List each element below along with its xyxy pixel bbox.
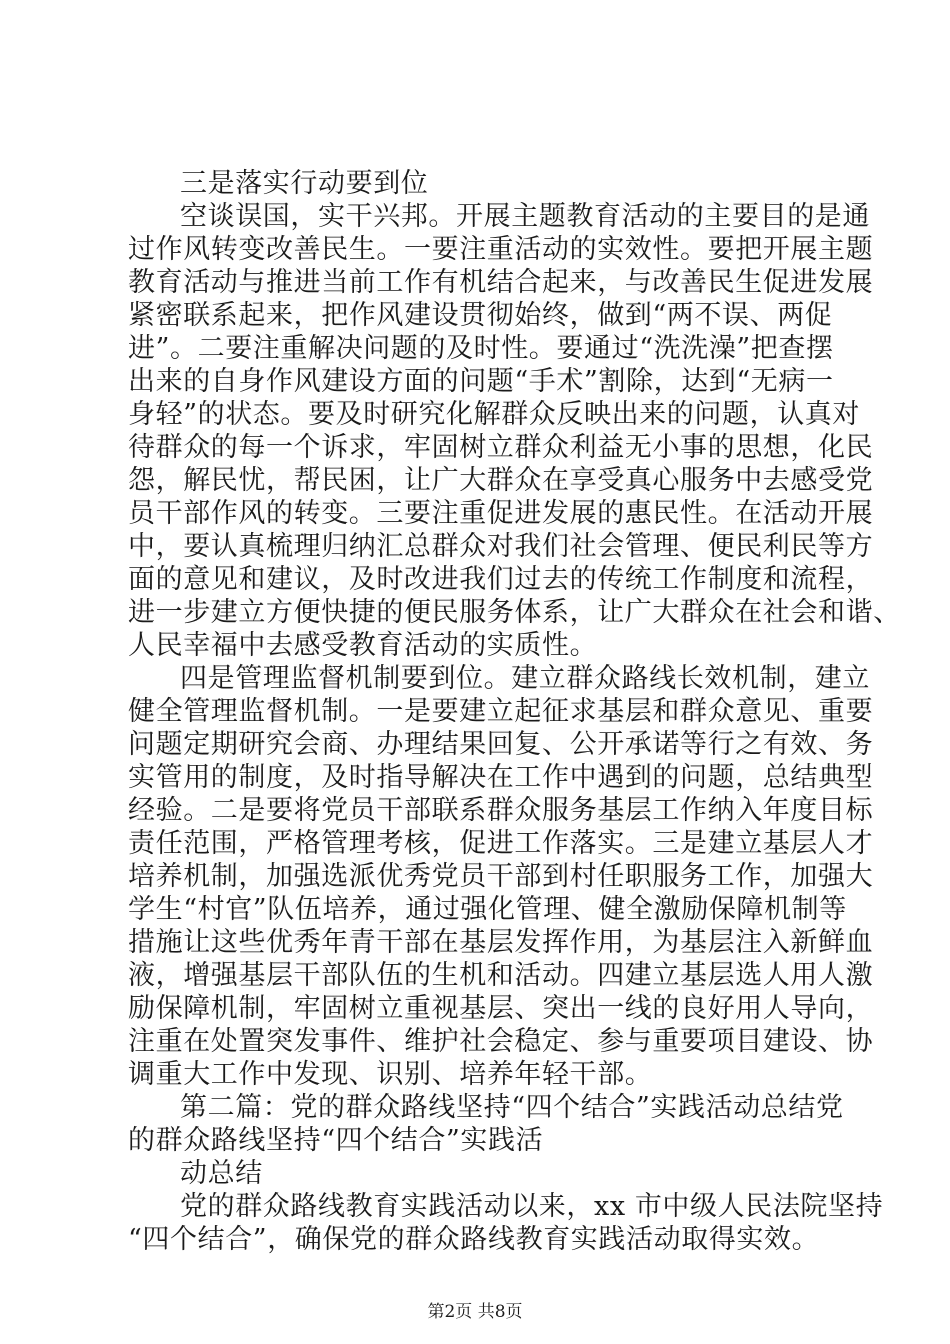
paragraph-line: 措施让这些优秀年青干部在基层发挥作用，为基层注入新鲜血	[128, 927, 874, 958]
paragraph-line: 中，要认真梳理归纳汇总群众对我们社会管理、便民利民等方	[128, 531, 874, 562]
page-footer: 第2页 共8页	[427, 1302, 523, 1322]
paragraph-line: 责任范围，严格管理考核，促进工作落实。三是建立基层人才	[128, 828, 874, 859]
paragraph-line: 液，增强基层干部队伍的生机和活动。四建立基层选人用人激	[128, 960, 874, 991]
paragraph-line: 励保障机制，牢固树立重视基层、突出一线的良好用人导向，	[128, 993, 874, 1024]
chapter-heading: 动总结	[180, 1158, 263, 1189]
paragraph-line: 调重大工作中发现、识别、培养年轻干部。	[128, 1059, 653, 1090]
paragraph-line: 进”。二要注重解决问题的及时性。要通过“洗洗澡”把查摆	[128, 333, 834, 364]
section-heading: 三是落实行动要到位	[180, 168, 429, 199]
paragraph-line: 员干部作风的转变。三要注重促进发展的惠民性。在活动开展	[128, 498, 874, 529]
chapter-heading: 第二篇：党的群众路线坚持“四个结合”实践活动总结党	[180, 1092, 844, 1123]
paragraph-line: 培养机制，加强选派优秀党员干部到村任职服务工作，加强大	[128, 861, 874, 892]
paragraph-line: 进一步建立方便快捷的便民服务体系，让广大群众在社会和谐、	[128, 597, 901, 628]
paragraph-line: 待群众的每一个诉求，牢固树立群众利益无小事的思想，化民	[128, 432, 874, 463]
paragraph-line: 怨，解民忧，帮民困，让广大群众在享受真心服务中去感受党	[128, 465, 874, 496]
paragraph-line: 面的意见和建议，及时改进我们过去的传统工作制度和流程，	[128, 564, 874, 595]
paragraph-line: 健全管理监督机制。一是要建立起征求基层和群众意见、重要	[128, 696, 874, 727]
paragraph-line: 问题定期研究会商、办理结果回复、公开承诺等行之有效、务	[128, 729, 874, 760]
paragraph-line: 身轻”的状态。要及时研究化解群众反映出来的问题，认真对	[128, 399, 861, 430]
paragraph-line: 实管用的制度，及时指导解决在工作中遇到的问题，总结典型	[128, 762, 874, 793]
paragraph-line: 紧密联系起来，把作风建设贯彻始终，做到“两不误、两促	[128, 300, 833, 331]
chapter-heading: 的群众路线坚持“四个结合”实践活	[128, 1125, 544, 1156]
paragraph-line: 教育活动与推进当前工作有机结合起来，与改善民生促进发展	[128, 267, 874, 298]
paragraph-line: 注重在处置突发事件、维护社会稳定、参与重要项目建设、协	[128, 1026, 874, 1057]
paragraph-line: 党的群众路线教育实践活动以来，xx 市中级人民法院坚持	[180, 1191, 884, 1222]
paragraph-line: 四是管理监督机制要到位。建立群众路线长效机制，建立	[180, 663, 870, 694]
paragraph-line: 出来的自身作风建设方面的问题“手术”割除，达到“无病一	[128, 366, 834, 397]
paragraph-line: 人民幸福中去感受教育活动的实质性。	[128, 630, 598, 661]
paragraph-line: “四个结合”，确保党的群众路线教育实践活动取得实效。	[128, 1224, 820, 1255]
paragraph-line: 过作风转变改善民生。一要注重活动的实效性。要把开展主题	[128, 234, 874, 265]
paragraph-line: 经验。二是要将党员干部联系群众服务基层工作纳入年度目标	[128, 795, 874, 826]
paragraph-line: 学生“村官”队伍培养，通过强化管理、健全激励保障机制等	[128, 894, 847, 925]
paragraph-line: 空谈误国，实干兴邦。开展主题教育活动的主要目的是通	[180, 201, 870, 232]
